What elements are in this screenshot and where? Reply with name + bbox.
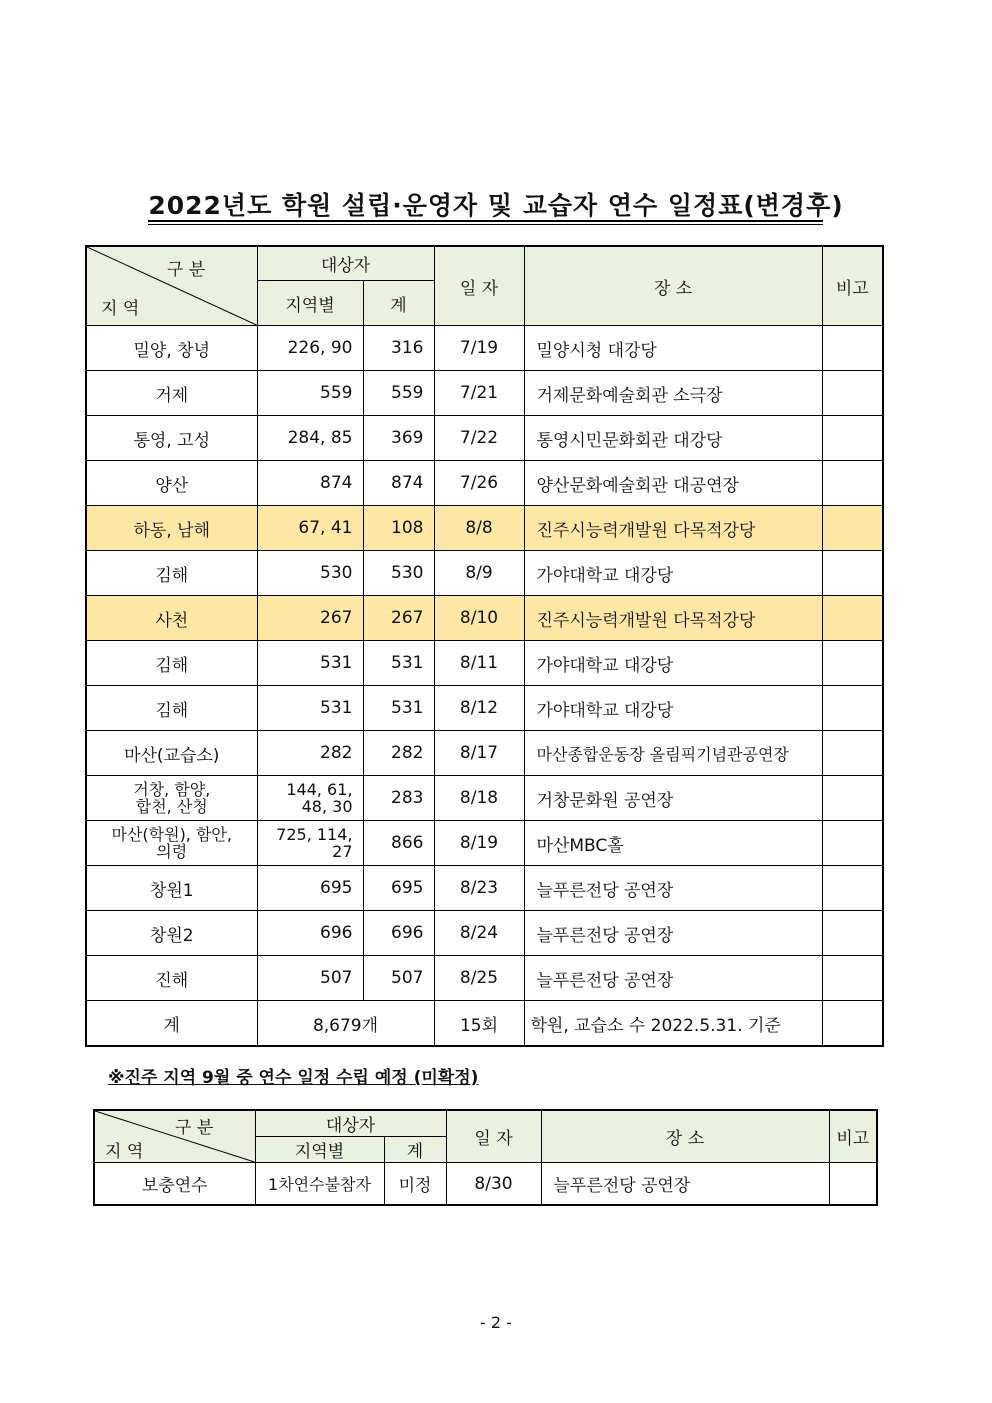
table-row (86, 551, 883, 596)
note-cell (822, 461, 883, 506)
by-region-cell: 507 (257, 956, 363, 1001)
by-region-cell: 695 (257, 866, 363, 911)
place-cell: 진주시능력개발원 다목적강당 (524, 596, 822, 641)
summary-row (86, 1001, 883, 1047)
region-line: 거창, 함양, (133, 780, 211, 799)
total-cell: 695 (363, 866, 434, 911)
region-cell: 거제 (86, 371, 257, 416)
by-region-cell: 1차연수불참자 (255, 1163, 384, 1206)
place-cell: 늘푸른전당 공연장 (541, 1163, 829, 1206)
region-cell: 김해 (86, 641, 257, 686)
table-row (86, 326, 883, 371)
sub-header-total: 계 (384, 1137, 446, 1163)
region-cell (86, 776, 257, 821)
by-region-line: 48, 30 (301, 797, 353, 816)
place-cell: 가야대학교 대강당 (524, 686, 822, 731)
date-cell: 7/22 (434, 416, 524, 461)
region-cell (86, 821, 257, 866)
place-cell: 가야대학교 대강당 (524, 551, 822, 596)
table-row (94, 1163, 877, 1206)
region-cell: 밀양, 창녕 (86, 326, 257, 371)
header-diagonal-cell (86, 246, 257, 326)
by-region-cell: 530 (257, 551, 363, 596)
region-cell: 양산 (86, 461, 257, 506)
summary-note (822, 1001, 883, 1047)
date-cell: 8/12 (434, 686, 524, 731)
region-cell: 창원2 (86, 911, 257, 956)
header-region: 지 역 (101, 299, 140, 319)
region-cell: 김해 (86, 551, 257, 596)
place-cell: 밀양시청 대강당 (524, 326, 822, 371)
total-cell: 283 (363, 776, 434, 821)
title-underline-thin (148, 224, 823, 225)
date-cell: 8/8 (434, 506, 524, 551)
header-note: 비고 (822, 246, 883, 326)
title-underline (148, 220, 823, 222)
by-region-cell: 874 (257, 461, 363, 506)
note-cell (822, 371, 883, 416)
total-cell: 696 (363, 911, 434, 956)
place-cell: 진주시능력개발원 다목적강당 (524, 506, 822, 551)
place-cell: 가야대학교 대강당 (524, 641, 822, 686)
by-region-cell: 67, 41 (257, 506, 363, 551)
date-cell: 7/21 (434, 371, 524, 416)
region-line: 마산(학원), 함안, (111, 825, 232, 844)
sub-header-date: 일 자 (446, 1110, 541, 1163)
place-cell: 마산종합운동장 올림픽기념관공연장 (524, 731, 822, 776)
note-cell (822, 641, 883, 686)
total-cell: 282 (363, 731, 434, 776)
header-total: 계 (363, 281, 434, 326)
summary-total: 8,679개 (257, 1001, 434, 1047)
total-cell: 530 (363, 551, 434, 596)
table-row (86, 686, 883, 731)
sub-header-by-region: 지역별 (255, 1137, 384, 1163)
by-region-line: 27 (332, 842, 353, 861)
sub-header-region: 지 역 (105, 1142, 144, 1162)
total-cell: 507 (363, 956, 434, 1001)
summary-place: 학원, 교습소 수 2022.5.31. 기준 (524, 1001, 822, 1047)
note-cell (822, 731, 883, 776)
place-cell: 양산문화예술회관 대공연장 (524, 461, 822, 506)
place-cell: 거창문화원 공연장 (524, 776, 822, 821)
by-region-cell: 696 (257, 911, 363, 956)
header-place: 장 소 (524, 246, 822, 326)
summary-label: 계 (86, 1001, 257, 1047)
by-region-cell: 531 (257, 641, 363, 686)
table-row (86, 956, 883, 1001)
region-cell: 진해 (86, 956, 257, 1001)
note-cell (822, 596, 883, 641)
table-row (86, 371, 883, 416)
by-region-line: 725, 114, (276, 825, 353, 844)
by-region-cell: 284, 85 (257, 416, 363, 461)
total-cell: 559 (363, 371, 434, 416)
total-cell: 866 (363, 821, 434, 866)
note-cell (822, 911, 883, 956)
place-cell: 통영시민문화회관 대강당 (524, 416, 822, 461)
footnote: ※진주 지역 9월 중 연수 일정 수립 예정 (미확정) (108, 1068, 479, 1088)
table-row (86, 641, 883, 686)
header-target: 대상자 (257, 246, 434, 281)
note-cell (829, 1163, 877, 1206)
date-cell: 8/17 (434, 731, 524, 776)
note-cell (822, 776, 883, 821)
region-line: 합천, 산청 (135, 797, 208, 816)
table-row (86, 416, 883, 461)
date-cell: 8/30 (446, 1163, 541, 1206)
header-by-region: 지역별 (257, 281, 363, 326)
table-row (86, 866, 883, 911)
place-cell: 거제문화예술회관 소극장 (524, 371, 822, 416)
page-title: 2022년도 학원 설립·운영자 및 교습자 연수 일정표(변경후) (148, 191, 844, 220)
note-cell (822, 956, 883, 1001)
sub-header-note: 비고 (829, 1110, 877, 1163)
by-region-cell (257, 821, 363, 866)
table-row (86, 821, 883, 866)
date-cell: 7/19 (434, 326, 524, 371)
total-cell: 미정 (384, 1163, 446, 1206)
table-row (86, 776, 883, 821)
total-cell: 874 (363, 461, 434, 506)
total-cell: 108 (363, 506, 434, 551)
note-cell (822, 326, 883, 371)
sub-header-place: 장 소 (541, 1110, 829, 1163)
by-region-cell (257, 776, 363, 821)
place-cell: 늘푸른전당 공연장 (524, 911, 822, 956)
by-region-cell: 531 (257, 686, 363, 731)
by-region-cell: 226, 90 (257, 326, 363, 371)
note-cell (822, 551, 883, 596)
date-cell: 8/18 (434, 776, 524, 821)
date-cell: 8/23 (434, 866, 524, 911)
by-region-cell: 282 (257, 731, 363, 776)
summary-count: 15회 (434, 1001, 524, 1047)
table-row (86, 731, 883, 776)
table-row (86, 461, 883, 506)
place-cell: 늘푸른전당 공연장 (524, 866, 822, 911)
total-cell: 531 (363, 686, 434, 731)
schedule-table (85, 245, 884, 1047)
sub-header-diagonal-cell (94, 1110, 255, 1163)
region-cell: 사천 (86, 596, 257, 641)
region-cell: 김해 (86, 686, 257, 731)
total-cell: 531 (363, 641, 434, 686)
note-cell (822, 416, 883, 461)
note-cell (822, 821, 883, 866)
total-cell: 267 (363, 596, 434, 641)
total-cell: 316 (363, 326, 434, 371)
date-cell: 8/10 (434, 596, 524, 641)
place-cell: 늘푸른전당 공연장 (524, 956, 822, 1001)
date-cell: 8/9 (434, 551, 524, 596)
region-cell: 마산(교습소) (86, 731, 257, 776)
region-cell: 통영, 고성 (86, 416, 257, 461)
place-cell: 마산MBC홀 (524, 821, 822, 866)
by-region-cell: 267 (257, 596, 363, 641)
note-cell (822, 506, 883, 551)
header-date: 일 자 (434, 246, 524, 326)
date-cell: 8/24 (434, 911, 524, 956)
note-cell (822, 866, 883, 911)
region-cell: 보충연수 (94, 1163, 255, 1206)
date-cell: 8/19 (434, 821, 524, 866)
region-cell: 하동, 남해 (86, 506, 257, 551)
date-cell: 7/26 (434, 461, 524, 506)
date-cell: 8/25 (434, 956, 524, 1001)
table-row-highlighted (86, 596, 883, 641)
header-gubun: 구 분 (167, 260, 206, 280)
note-cell (822, 686, 883, 731)
total-cell: 369 (363, 416, 434, 461)
date-cell: 8/11 (434, 641, 524, 686)
by-region-line: 144, 61, (286, 780, 353, 799)
table-row (86, 911, 883, 956)
supplementary-table (93, 1109, 878, 1206)
by-region-cell: 559 (257, 371, 363, 416)
region-line: 의령 (156, 842, 188, 861)
region-cell: 창원1 (86, 866, 257, 911)
sub-header-gubun: 구 분 (175, 1118, 214, 1138)
table-row-highlighted (86, 506, 883, 551)
sub-header-target: 대상자 (255, 1110, 446, 1137)
page-number: - 2 - (480, 1313, 512, 1332)
